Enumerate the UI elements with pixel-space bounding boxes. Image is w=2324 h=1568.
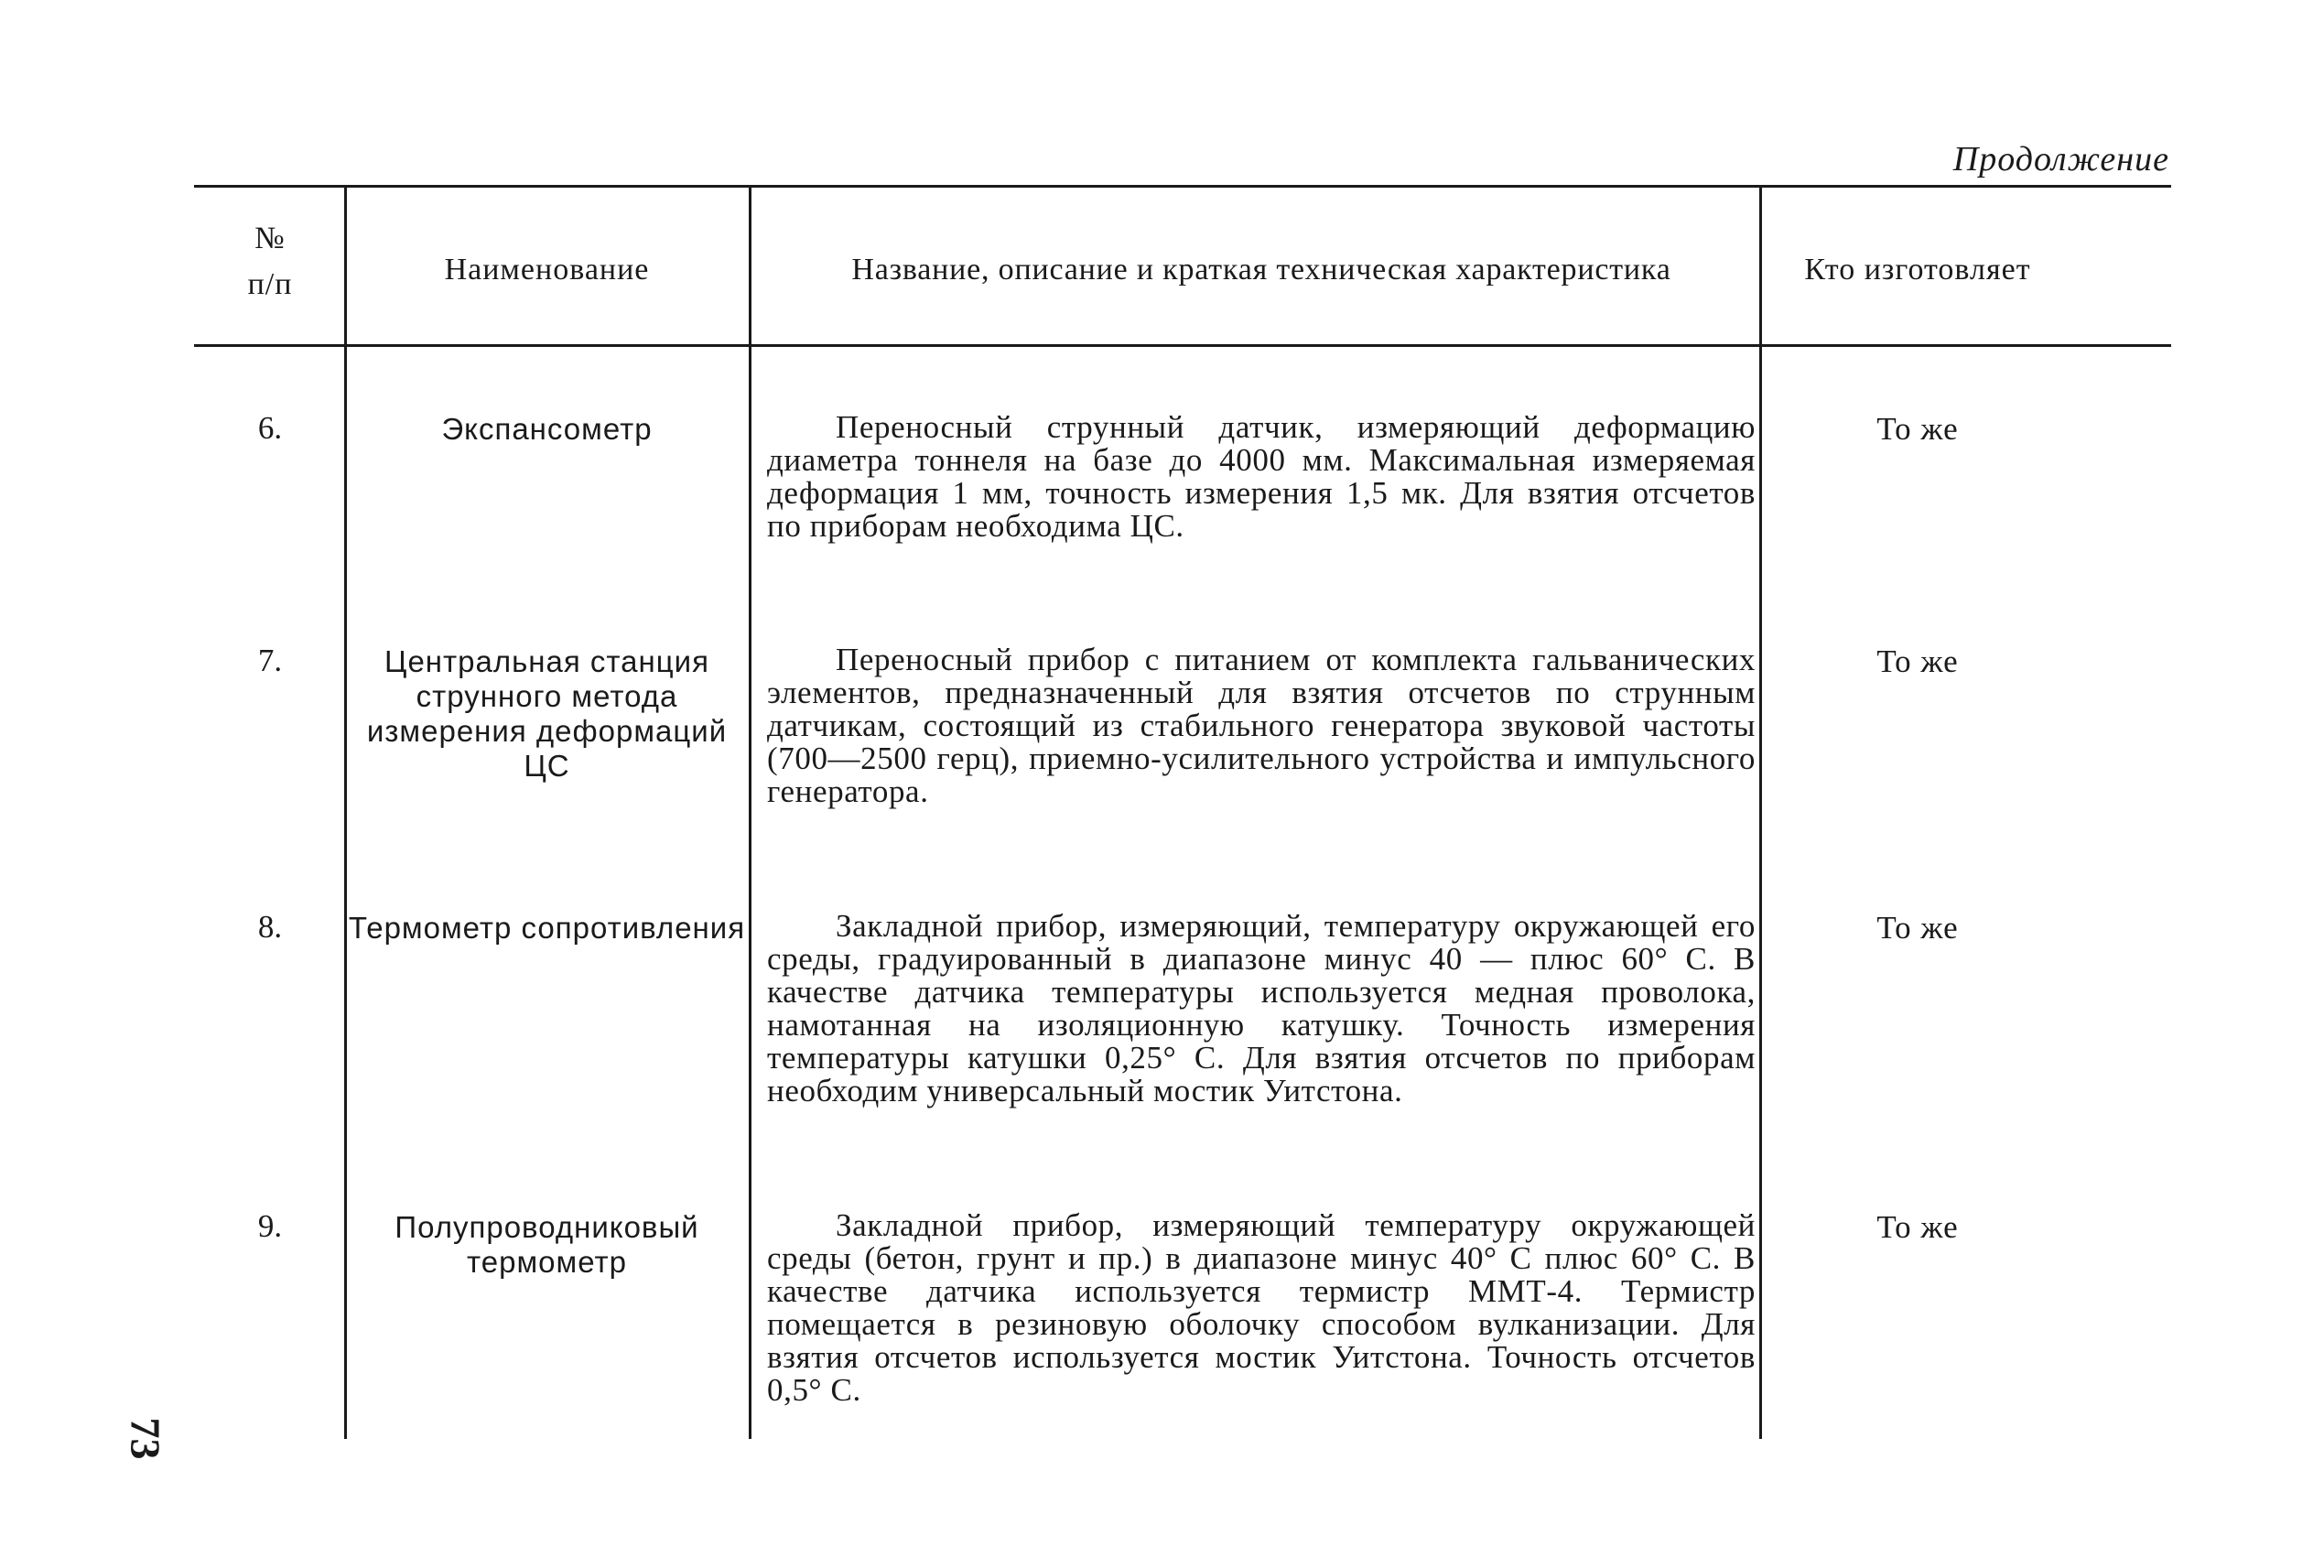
row-7-maker: То же <box>1876 643 1959 679</box>
header-num-symbol: № <box>254 222 286 255</box>
header-maker: Кто изготовляет <box>1804 253 2031 287</box>
row-6-description: Переносный струнный датчик, измеряющий деформацию диаметра тоннеля на базе до 4000 мм. Максимальная измеряемая деформация 1 мм, точность измерения 1,5 мк. Для взятия отсчетов по приборам необходима ЦС. <box>767 409 1756 544</box>
row-8-maker: То же <box>1876 910 1959 946</box>
row-6-maker: То же <box>1876 411 1959 447</box>
row-9-description: Закладной прибор, измеряющий температуру окружающей среды (бетон, грунт и пр.) в диапазоне минус 40° С плюс 60° С. В качестве датчика используется термистр ММТ-4. Термистр помещается в резиновую оболочку способом вулканизации. Для взятия отсчетов используется мостик Уитстона. Точность отсчетов 0,5° С. <box>767 1207 1756 1408</box>
row-9-maker: То же <box>1876 1209 1959 1245</box>
row-9-number: 9. <box>257 1208 283 1244</box>
row-7-description: Переносный прибор с питанием от комплекта гальванических элементов, предназначенный для взятия отсчетов по струнным датчикам, состоящий из стабильного генератора звуковой частоты (700—2500 герц), приемно-усилительного устройства и импульсного генератора. <box>767 642 1756 809</box>
page-number: 73 <box>122 1417 169 1460</box>
column-divider-1 <box>344 187 347 1439</box>
header-name: Наименование <box>444 253 650 287</box>
column-divider-3 <box>1759 187 1762 1439</box>
header-bottom-rule <box>194 344 2171 347</box>
row-6-number: 6. <box>257 410 283 446</box>
column-divider-2 <box>749 187 751 1439</box>
row-6-name: Экспансометр <box>441 412 653 446</box>
header-description: Название, описание и краткая техническая характеристика <box>851 253 1671 287</box>
header-num <box>201 216 339 308</box>
continuation-label: Продолжение <box>1952 140 2169 178</box>
row-7-number: 7. <box>257 643 283 678</box>
row-8-number: 8. <box>257 909 283 945</box>
header-num-abbr: п/п <box>247 267 293 301</box>
row-7-name: Центральная станция струнного метода измерения деформаций ЦС <box>366 644 728 783</box>
row-8-name: Термометр сопротивления <box>348 911 746 945</box>
row-9-name: Полупроводниковый термометр <box>395 1210 699 1279</box>
table-top-rule <box>194 185 2171 188</box>
row-8-description: Закладной прибор, измеряющий, температуру окружающей его среды, градуированный в диапазоне минус 40 — плюс 60° С. В качестве датчика температуры используется медная проволока, намотанная на изоляционную катушку. Точность измерения температуры катушки 0,25° С. Для взятия отсчетов по приборам необходим универсальный мостик Уитстона. <box>767 908 1756 1108</box>
